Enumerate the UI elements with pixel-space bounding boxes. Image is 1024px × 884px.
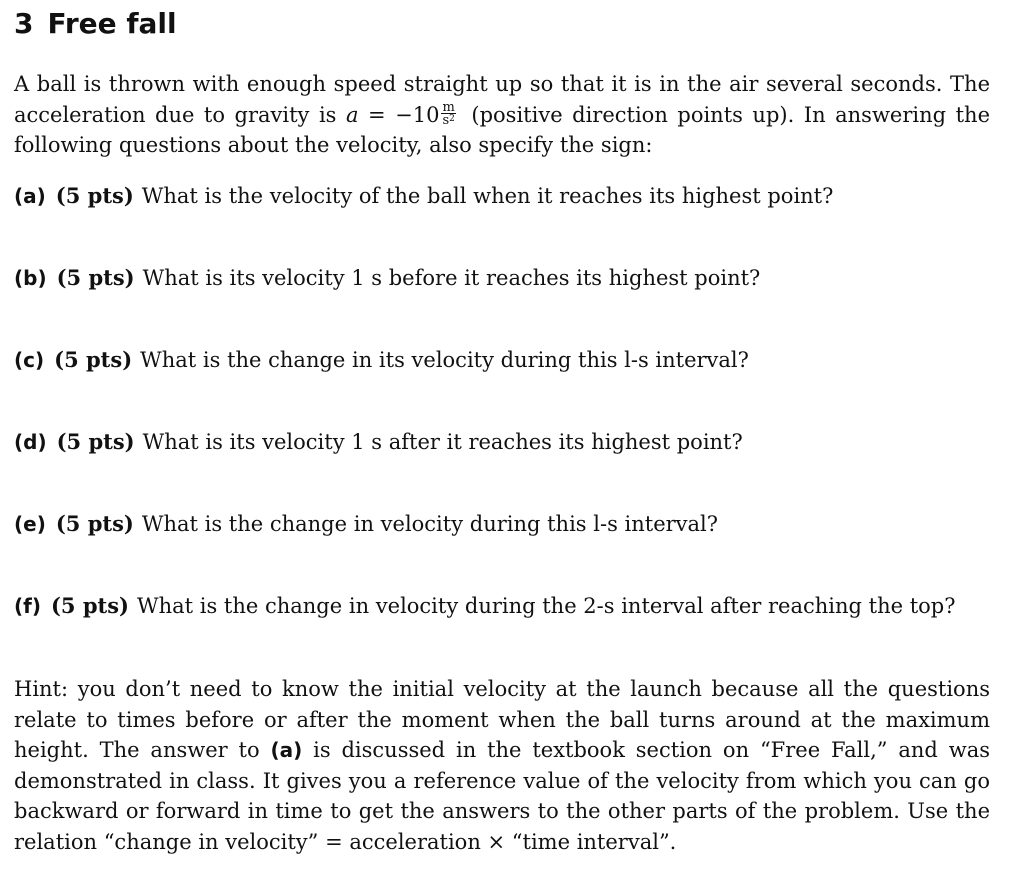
section-heading: [14, 6, 177, 42]
question-label: (e): [14, 512, 46, 536]
hint-question-reference: (a): [270, 738, 303, 763]
question-text: What is its velocity 1 s before it reaches its highest point?: [142, 266, 761, 290]
unit-denominator-base: s: [442, 113, 450, 129]
question-label: (b): [14, 266, 47, 290]
intro-text-end: (positive direction points up). In answering the following questions about the velocity, also specify the sign:: [14, 102, 990, 158]
question-label: (a): [14, 184, 46, 208]
hint-text-end: is discussed in the textbook section on “Free Fall,” and was demonstrated in class. It gives you a reference value of the velocity from which you can go backward or forward in time to get the answers to the other parts of the problem. Use the relation “change in velocity” = acceleration × “time interval”.: [14, 738, 990, 854]
question-text: What is the change in velocity during the 2-s interval after reaching the top?: [137, 594, 956, 618]
question-points: (5 pts): [56, 265, 135, 290]
question-e: [14, 509, 718, 539]
question-c: [14, 345, 749, 375]
question-label: (d): [14, 430, 47, 454]
intro-text-start: A ball is thrown with enough speed straight up so that it is in the air several seconds. The acceleration due to gravity is: [14, 72, 990, 127]
acceleration-unit-fraction: [441, 100, 455, 129]
acceleration-value: = −10: [358, 102, 440, 127]
question-a: [14, 181, 833, 211]
question-text: What is the change in velocity during this l-s interval?: [141, 512, 719, 536]
problem-statement: [14, 69, 990, 161]
question-d: [14, 427, 743, 457]
question-f: [14, 591, 956, 621]
unit-denominator: [441, 113, 455, 129]
hint-paragraph: [14, 674, 990, 858]
question-b: [14, 263, 760, 293]
question-text: What is its velocity 1 s after it reaches its highest point?: [142, 430, 743, 454]
acceleration-variable: a: [345, 102, 359, 127]
question-points: (5 pts): [56, 429, 135, 454]
unit-numerator: m: [442, 100, 455, 116]
question-text: What is the change in its velocity during this l-s interval?: [140, 348, 749, 372]
section-number: 3: [14, 7, 34, 40]
unit-denominator-exponent: 2: [449, 114, 455, 125]
section-title: Free fall: [47, 7, 177, 40]
hint-text-start: Hint: you don’t need to know the initial velocity at the launch because all the questions relate to times before or after the moment when the ball turns around at the maximum height. The answer to: [14, 677, 990, 763]
question-points: (5 pts): [55, 511, 134, 536]
question-points: (5 pts): [55, 183, 134, 208]
question-label: (f): [14, 594, 41, 618]
question-points: (5 pts): [50, 593, 129, 618]
question-points: (5 pts): [54, 347, 133, 372]
question-text: What is the velocity of the ball when it reaches its highest point?: [141, 184, 834, 208]
question-label: (c): [14, 348, 45, 372]
